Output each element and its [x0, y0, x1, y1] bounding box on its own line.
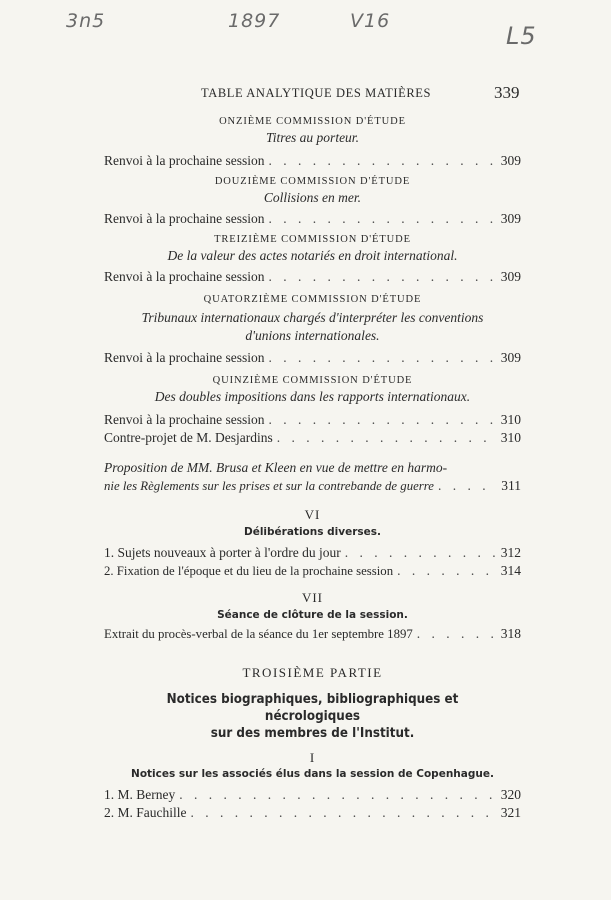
toc-entry — [104, 210, 521, 228]
section-subject: De la valeur des actes notariés en droit international. — [167, 248, 458, 263]
entry-label: 2. M. Fauchille — [104, 805, 187, 820]
page-number: 339 — [494, 83, 520, 102]
leader-dots — [268, 152, 495, 170]
part-title: TROISIÈME PARTIE — [242, 665, 383, 680]
entry-label: nie les Règlements sur les prises et sur la contrebande de guerre — [104, 479, 434, 493]
toc-entry — [104, 804, 521, 822]
table-of-contents — [104, 116, 521, 822]
entry-page: 314 — [500, 563, 521, 578]
part-subtitle: Notices biographiques, bibliographiques et nécrologiques — [166, 692, 459, 724]
toc-entry — [104, 268, 521, 286]
leader-dots — [417, 625, 495, 643]
handwritten-mark: 3n5 — [66, 10, 106, 32]
toc-entry — [104, 429, 521, 447]
toc-entry — [104, 786, 521, 804]
entry-page: 310 — [500, 430, 521, 445]
entry-page: 320 — [500, 787, 521, 802]
leader-dots — [438, 477, 495, 495]
section-title: Séance de clôture de la session. — [217, 609, 408, 621]
entry-page: 309 — [500, 350, 521, 365]
leader-dots — [268, 268, 495, 286]
handwritten-mark: V16 — [350, 10, 391, 32]
handwritten-mark: L5 — [506, 22, 537, 50]
section-subject: Collisions en mer. — [263, 190, 362, 205]
entry-label: Extrait du procès-verbal de la séance du 1er septembre 1897 — [104, 627, 413, 641]
section-title: Délibérations diverses. — [243, 526, 382, 538]
section-heading: DOUZIÈME COMMISSION D'ÉTUDE — [214, 176, 411, 187]
entry-page: 309 — [500, 211, 521, 226]
section-subject: Des doubles impositions dans les rapports internationaux. — [154, 389, 471, 404]
section-subject: d'unions internationales. — [245, 328, 380, 343]
entry-label: Renvoi à la prochaine session — [104, 153, 265, 168]
proposition-line: Proposition de MM. Brusa et Kleen en vue de mettre en harmo- — [104, 460, 448, 475]
entry-page: 318 — [500, 626, 521, 641]
toc-entry — [104, 477, 521, 495]
toc-entry — [104, 625, 521, 643]
leader-dots — [191, 804, 496, 822]
leader-dots — [179, 786, 495, 804]
entry-page: 309 — [500, 269, 521, 284]
entry-page: 309 — [500, 153, 521, 168]
entry-label: Contre-projet de M. Desjardins — [104, 430, 273, 445]
leader-dots — [268, 210, 495, 228]
toc-entry — [104, 349, 521, 367]
entry-label: Renvoi à la prochaine session — [104, 269, 265, 284]
leader-dots — [268, 411, 495, 429]
entry-label: Renvoi à la prochaine session — [104, 211, 265, 226]
leader-dots — [345, 544, 495, 562]
section-heading: QUATORZIÈME COMMISSION D'ÉTUDE — [203, 294, 422, 305]
entry-label: Renvoi à la prochaine session — [104, 350, 265, 365]
section-title: Notices sur les associés élus dans la session de Copenhague. — [131, 768, 494, 780]
running-title: TABLE ANALYTIQUE DES MATIÈRES — [201, 86, 432, 100]
section-heading: TREIZIÈME COMMISSION D'ÉTUDE — [214, 234, 411, 245]
section-heading: QUINZIÈME COMMISSION D'ÉTUDE — [212, 375, 413, 386]
entry-label: Renvoi à la prochaine session — [104, 412, 265, 427]
entry-label: 1. M. Berney — [104, 787, 176, 802]
entry-label: 2. Fixation de l'époque et du lieu de la prochaine session — [104, 564, 394, 578]
section-numeral: VI — [304, 507, 321, 522]
toc-entry — [104, 152, 521, 170]
leader-dots — [277, 429, 495, 447]
handwritten-mark: 1897 — [228, 10, 281, 32]
section-numeral: I — [309, 750, 316, 765]
entry-page: 310 — [500, 412, 521, 427]
section-subject: Titres au porteur. — [266, 130, 359, 145]
toc-entry — [104, 562, 521, 580]
proposition-entry — [104, 459, 521, 495]
leader-dots — [397, 562, 495, 580]
toc-entry — [104, 544, 521, 562]
entry-page: 312 — [500, 545, 521, 560]
entry-page: 321 — [500, 805, 521, 820]
entry-label: 1. Sujets nouveaux à porter à l'ordre du jour — [104, 545, 341, 560]
toc-entry — [104, 411, 521, 429]
entry-page: 311 — [501, 478, 521, 493]
part-subtitle: sur des membres de l'Institut. — [210, 726, 415, 741]
leader-dots — [268, 349, 495, 367]
section-heading: ONZIÈME COMMISSION D'ÉTUDE — [219, 116, 406, 127]
section-numeral: VII — [301, 590, 324, 605]
section-subject: Tribunaux internationaux chargés d'interpréter les conventions — [141, 310, 484, 325]
